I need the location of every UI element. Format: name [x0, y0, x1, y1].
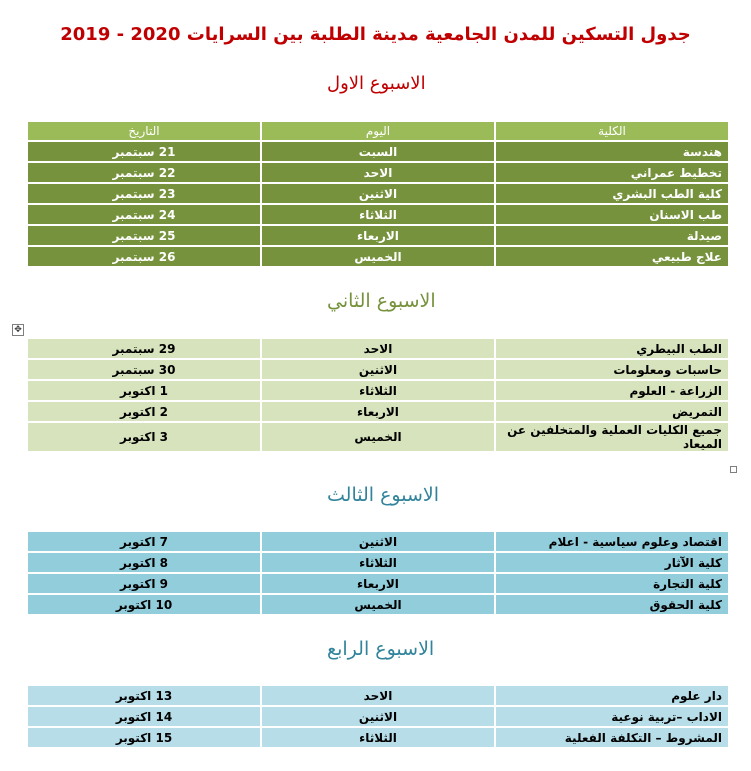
cell-faculty: هندسة — [495, 141, 729, 162]
cell-faculty: تخطيط عمراني — [495, 162, 729, 183]
table-row — [27, 573, 729, 594]
cell-faculty: حاسبات ومعلومات — [495, 359, 729, 380]
cell-date: 14 اكتوبر — [27, 706, 261, 727]
week3-heading: الاسبوع الثالث — [327, 484, 439, 506]
cell-day: الخميس — [261, 594, 495, 615]
cell-date: 1 اكتوبر — [27, 380, 261, 401]
header-date: التاريخ — [27, 121, 261, 141]
cell-day: الاربعاء — [261, 573, 495, 594]
table-row — [27, 422, 729, 452]
cell-day: الاثنين — [261, 183, 495, 204]
cell-faculty: علاج طبيعي — [495, 246, 729, 267]
cell-day: الاثنين — [261, 706, 495, 727]
cell-day: الاثنين — [261, 359, 495, 380]
table-row — [27, 183, 729, 204]
cell-date: 25 سبتمبر — [27, 225, 261, 246]
move-handle-icon[interactable]: ✥ — [12, 324, 24, 336]
cell-date: 15 اكتوبر — [27, 727, 261, 748]
cell-date: 13 اكتوبر — [27, 685, 261, 706]
cell-date: 7 اكتوبر — [27, 531, 261, 552]
cell-day: الثلاثاء — [261, 552, 495, 573]
cell-day: الثلاثاء — [261, 204, 495, 225]
cell-day: الخميس — [261, 422, 495, 452]
cell-faculty: المشروط – التكلفة الفعلية — [495, 727, 729, 748]
week3-table — [26, 530, 730, 616]
header-faculty: الكلية — [495, 121, 729, 141]
table-row — [27, 401, 729, 422]
cell-day: الاثنين — [261, 531, 495, 552]
cell-day: الثلاثاء — [261, 380, 495, 401]
table-row — [27, 531, 729, 552]
table-row — [27, 162, 729, 183]
cell-day: الاحد — [261, 338, 495, 359]
table-row — [27, 359, 729, 380]
table-row — [27, 141, 729, 162]
cell-faculty: كلية الحقوق — [495, 594, 729, 615]
cell-date: 3 اكتوبر — [27, 422, 261, 452]
week4-table — [26, 684, 730, 749]
cell-faculty: صيدلة — [495, 225, 729, 246]
cell-faculty: طب الاسنان — [495, 204, 729, 225]
cell-date: 21 سبتمبر — [27, 141, 261, 162]
cell-date: 26 سبتمبر — [27, 246, 261, 267]
table-row — [27, 380, 729, 401]
table-row — [27, 706, 729, 727]
cell-faculty: الاداب –تربية نوعية — [495, 706, 729, 727]
cell-day: الاربعاء — [261, 401, 495, 422]
cell-faculty: الطب البيطري — [495, 338, 729, 359]
cell-date: 23 سبتمبر — [27, 183, 261, 204]
cell-faculty: اقتصاد وعلوم سياسية - اعلام — [495, 531, 729, 552]
table-header-row — [27, 121, 729, 141]
week4-heading: الاسبوع الرابع — [327, 638, 435, 660]
week1-table — [26, 120, 730, 268]
cell-date: 9 اكتوبر — [27, 573, 261, 594]
table-row — [27, 685, 729, 706]
page-title: جدول التسكين للمدن الجامعية مدينة الطلبة بين السرايات 2020 - 2019 — [60, 24, 691, 45]
cell-day: الخميس — [261, 246, 495, 267]
cell-day: الاحد — [261, 162, 495, 183]
cell-faculty: كلية التجارة — [495, 573, 729, 594]
cell-faculty: الزراعة - العلوم — [495, 380, 729, 401]
table-row — [27, 338, 729, 359]
cell-date: 29 سبتمبر — [27, 338, 261, 359]
cell-faculty: كلية الآثار — [495, 552, 729, 573]
table-row — [27, 225, 729, 246]
table-row — [27, 594, 729, 615]
table-row — [27, 727, 729, 748]
week2-heading: الاسبوع الثاني — [327, 290, 436, 312]
cell-date: 8 اكتوبر — [27, 552, 261, 573]
cell-faculty: التمريض — [495, 401, 729, 422]
cell-date: 22 سبتمبر — [27, 162, 261, 183]
cell-date: 24 سبتمبر — [27, 204, 261, 225]
cell-day: الثلاثاء — [261, 727, 495, 748]
resize-handle-icon[interactable] — [730, 466, 737, 473]
table-row — [27, 204, 729, 225]
header-day: اليوم — [261, 121, 495, 141]
cell-day: الاحد — [261, 685, 495, 706]
cell-date: 10 اكتوبر — [27, 594, 261, 615]
table-row — [27, 552, 729, 573]
cell-day: السبت — [261, 141, 495, 162]
cell-date: 30 سبتمبر — [27, 359, 261, 380]
cell-faculty: دار علوم — [495, 685, 729, 706]
cell-date: 2 اكتوبر — [27, 401, 261, 422]
cell-faculty: جميع الكليات العملية والمتخلفين عن الميعاد — [495, 422, 729, 452]
table-row — [27, 246, 729, 267]
week2-table — [26, 337, 730, 453]
cell-faculty: كلية الطب البشري — [495, 183, 729, 204]
cell-day: الاربعاء — [261, 225, 495, 246]
week1-heading: الاسبوع الاول — [327, 73, 426, 94]
